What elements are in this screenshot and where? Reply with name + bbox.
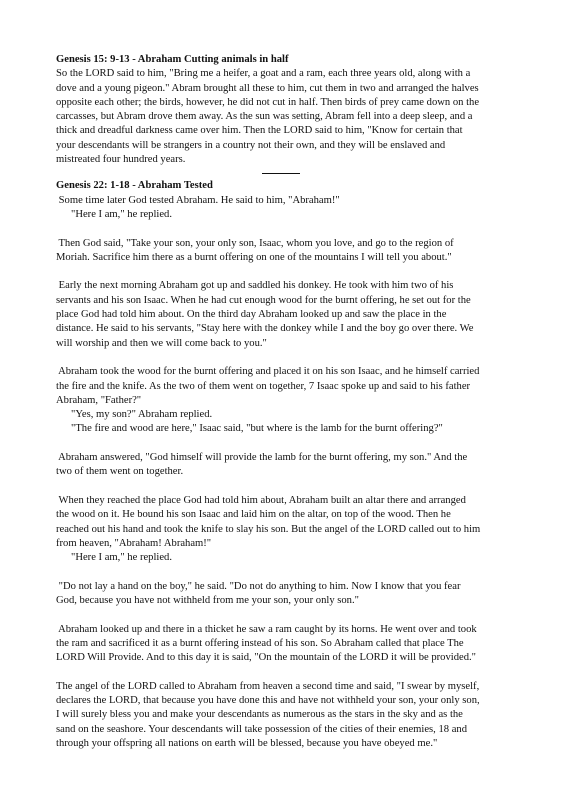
text-line: the ram and sacrificed it as a burnt offering instead of his son. So Abraham called that place The xyxy=(56,637,464,649)
text-line: distance. He said to his servants, "Stay here with the donkey while I and the boy go over there. We xyxy=(56,323,474,335)
text-line: the fire and the knife. As the two of them went on together, 7 Isaac spoke up and said to his father xyxy=(56,380,471,392)
text-line: through your offspring all nations on earth will be blessed, because you have obeyed me." xyxy=(56,737,438,749)
paragraph-9 xyxy=(56,680,525,751)
text-line: sand on the seashore. Your descendants will take possession of the cities of their enemies, 18 and xyxy=(56,723,468,735)
text-line: thick and dreadful darkness came over him. Then the LORD said to him, "Know for certain that xyxy=(56,125,463,137)
section-heading-genesis-15: Genesis 15: 9-13 - Abraham Cutting animals in half xyxy=(56,54,289,65)
text-line: The angel of the LORD called to Abraham from heaven a second time and said, "I swear by myself, xyxy=(56,680,480,692)
paragraph-6 xyxy=(56,494,525,565)
paragraph-8 xyxy=(56,623,525,666)
text-line: carcasses, but Abram drove them away. As the sun was setting, Abram fell into a deep sleep, and a xyxy=(56,111,473,123)
text-line: Then God said, "Take your son, your only son, Isaac, whom you love, and go to the region of xyxy=(56,237,454,249)
text-line: mistreated four hundred years. xyxy=(56,154,186,166)
text-line: Abraham, "Father?" xyxy=(56,394,142,406)
text-line: Some time later God tested Abraham. He said to him, "Abraham!" xyxy=(56,194,340,206)
text-line: your descendants will be strangers in a country not their own, and they will be enslaved and xyxy=(56,139,446,151)
text-line: reached out his hand and took the knife to slay his son. But the angel of the LORD called out to him xyxy=(56,523,481,535)
text-line: opposite each other; the birds, however, he did not cut in half. Then birds of prey came down on the xyxy=(56,96,480,108)
text-line: God, because you have not withheld from me your son, your only son." xyxy=(56,594,359,606)
text-line: two of them went on together. xyxy=(56,466,184,478)
text-line: servants and his son Isaac. When he had cut enough wood for the burnt offering, he set out for the xyxy=(56,294,471,306)
paragraph-5 xyxy=(56,451,525,480)
text-line: Early the next morning Abraham got up and saddled his donkey. He took with him two of his xyxy=(56,280,454,292)
text-line: Moriah. Sacrifice him there as a burnt offering on one of the mountains I will tell you about." xyxy=(56,251,452,263)
text-line: Abraham took the wood for the burnt offering and placed it on his son Isaac, and he himself carried xyxy=(56,366,480,378)
text-line: "Here I am," he replied. xyxy=(71,208,173,220)
text-line: Abraham answered, "God himself will provide the lamb for the burnt offering, my son." And the xyxy=(56,452,468,464)
text-line: Abraham looked up and there in a thicket he saw a ram caught by its horns. He went over and took xyxy=(56,623,477,635)
section-divider xyxy=(262,173,300,174)
section-heading-genesis-22: Genesis 22: 1-18 - Abraham Tested xyxy=(56,180,213,192)
text-line: will worship and then we will come back to you." xyxy=(56,337,267,349)
text-line: So the LORD said to him, "Bring me a heifer, a goat and a ram, each three years old, along with a xyxy=(56,68,471,80)
paragraph-7 xyxy=(56,580,525,609)
text-line: from heaven, "Abraham! Abraham!" xyxy=(56,537,212,549)
text-line: When they reached the place God had told him about, Abraham built an altar there and arranged xyxy=(56,494,466,506)
text-line: place God had told him about. On the third day Abraham looked up and saw the place in the xyxy=(56,309,447,321)
text-line: "The fire and wood are here," Isaac said, "but where is the lamb for the burnt offering?" xyxy=(71,423,443,435)
paragraph-3 xyxy=(56,279,525,350)
text-line: the wood on it. He bound his son Isaac and laid him on the altar, on top of the wood. Then he xyxy=(56,509,451,521)
paragraph-2 xyxy=(56,237,525,266)
paragraph-4 xyxy=(56,365,525,436)
paragraph-1 xyxy=(56,194,525,223)
text-line: I will surely bless you and make your descendants as numerous as the stars in the sky and as the xyxy=(56,709,463,721)
text-line: declares the LORD, that because you have done this and have not withheld your son, your only son, xyxy=(56,695,480,707)
paragraph-genesis-15 xyxy=(56,67,525,167)
text-line: "Do not lay a hand on the boy," he said. "Do not do anything to him. Now I know that you fear xyxy=(56,580,461,592)
text-line: LORD Will Provide. And to this day it is said, "On the mountain of the LORD it will be provided." xyxy=(56,652,476,664)
text-line: dove and a young pigeon." Abram brought all these to him, cut them in two and arranged the halves xyxy=(56,82,479,94)
text-line: "Here I am," he replied. xyxy=(71,552,173,564)
text-line: "Yes, my son?" Abraham replied. xyxy=(71,409,213,421)
